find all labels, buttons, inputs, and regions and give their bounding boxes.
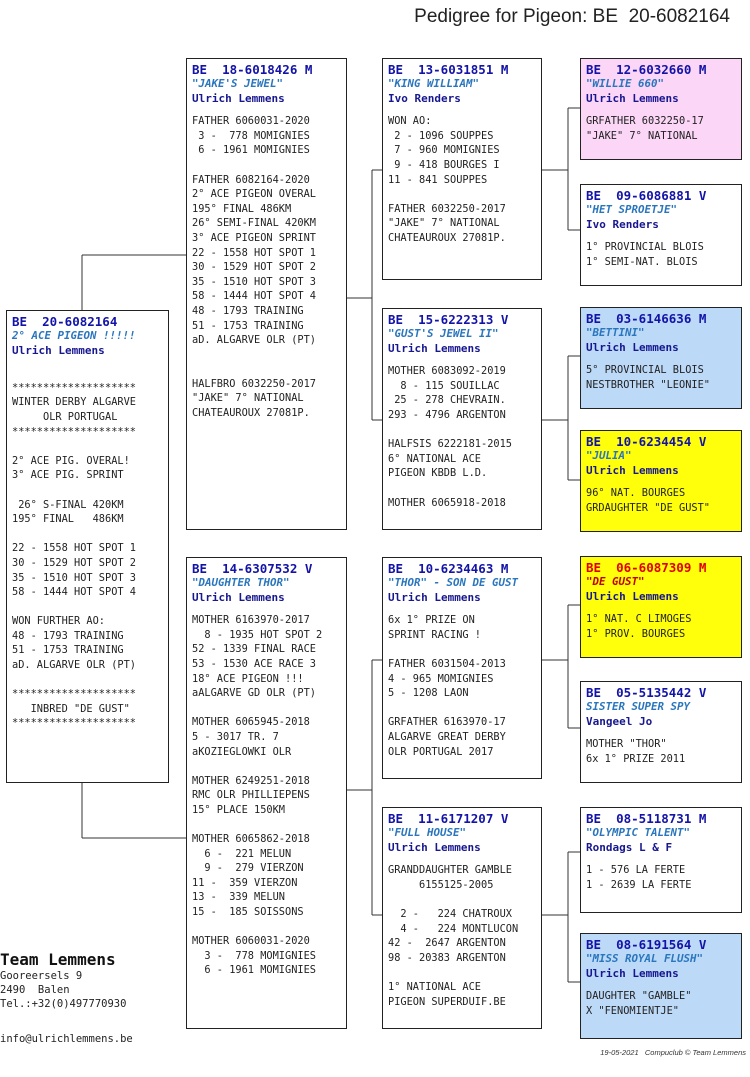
mmf-name: "OLYMPIC TALENT" [586, 826, 691, 839]
maternal-grandmother-name: "FULL HOUSE" [388, 826, 467, 839]
mmf-ring-number: BE 08-5118731 M [586, 811, 707, 826]
maternal-grandfather-card [382, 557, 542, 779]
footer-credit: 19-05-2021 Compuclub © Team Lemmens [600, 1048, 746, 1057]
fmm-name: "JULIA" [586, 449, 632, 462]
page-title: Pedigree for Pigeon: BE 20-6082164 [414, 6, 730, 27]
team-email[interactable]: info@ulrichlemmens.be [0, 1033, 133, 1045]
paternal-grandfather-name: "KING WILLIAM" [388, 77, 480, 90]
mff-name: "DE GUST" [586, 575, 645, 588]
subject-breeder: Ulrich Lemmens [12, 343, 105, 357]
mmf-breeder: Rondags L & F [586, 840, 673, 854]
ggparent-card-mfm [580, 681, 742, 783]
mmm-name: "MISS ROYAL FLUSH" [586, 952, 704, 965]
mff-ring-number: BE 06-6087309 M [586, 560, 707, 575]
mfm-name: SISTER SUPER SPY [586, 700, 691, 713]
father-breeder: Ulrich Lemmens [192, 91, 285, 105]
paternal-grandfather-card [382, 58, 542, 280]
paternal-grandfather-ring-number: BE 13-6031851 M [388, 62, 509, 77]
fmm-ring-number: BE 10-6234454 V [586, 434, 707, 449]
fff-ring-number: BE 12-6032660 M [586, 62, 707, 77]
paternal-grandmother-name: "GUST'S JEWEL II" [388, 327, 499, 340]
subject-notes: ******************** WINTER DERBY ALGARVE OLR PORTUGAL ******************** 2° ACE PIG. OVERAL! 3° ACE PIG. SPRINT 26° S-FINAL 420KM 195° FINAL 486KM 22 - 1558 HOT SPOT 1 30 - 1529 HOT SPOT 2 35 - 1510 HOT SPOT 3 58 - 1444 HOT SPOT 4 WON FURTHER AO: 48 - 1793 TRAINING 51 - 1753 TRAINING aD. ALGARVE OLR (PT) ******************** INBRED "DE GUST" ******************** [12, 381, 136, 730]
team-city: 2490 Balen [0, 984, 70, 996]
mother-notes: MOTHER 6163970-2017 8 - 1935 HOT SPOT 2 52 - 1339 FINAL RACE 53 - 1530 ACE RACE 3 18° ACE PIGEON !!! aALGARVE GD OLR (PT) MOTHER 6065945-2018 5 - 3017 TR. 7 aKOZIEGLOWKI OLR MOTHER 6249251-2018 RMC OLR PHILLIEPENS 15° PLACE 150KM MOTHER 6065862-2018 6 - 221 MELUN 9 - 279 VIERZON 11 - 359 VIERZON 13 - 339 MELUN 15 - 185 SOISSONS MOTHER 6060031-2020 3 - 778 MOMIGNIES 6 - 1961 MOMIGNIES [192, 614, 323, 977]
fmf-notes: 5° PROVINCIAL BLOIS NESTBROTHER "LEONIE" [586, 364, 710, 391]
team-street: Gooreersels 9 [0, 970, 83, 982]
father-card [186, 58, 347, 530]
maternal-grandfather-breeder: Ulrich Lemmens [388, 590, 481, 604]
ggparent-card-fmm [580, 430, 742, 532]
father-name: "JAKE'S JEWEL" [192, 77, 284, 90]
mother-card [186, 557, 347, 1029]
team-contact-block [0, 950, 126, 1011]
maternal-grandmother-card [382, 807, 542, 1029]
maternal-grandfather-notes: 6x 1° PRIZE ON SPRINT RACING ! FATHER 6031504-2013 4 - 965 MOMIGNIES 5 - 1208 LAON GRFATHER 6163970-17 ALGARVE GREAT DERBY OLR PORTUGAL 2017 [388, 614, 506, 758]
paternal-grandmother-ring-number: BE 15-6222313 V [388, 312, 509, 327]
fmm-notes: 96° NAT. BOURGES GRDAUGHTER "DE GUST" [586, 487, 710, 514]
maternal-grandmother-breeder: Ulrich Lemmens [388, 840, 481, 854]
ffm-name: "HET SPROETJE" [586, 203, 678, 216]
mother-name: "DAUGHTER THOR" [192, 576, 290, 589]
ggparent-card-fmf [580, 307, 742, 409]
father-ring-number: BE 18-6018426 M [192, 62, 313, 77]
mmm-ring-number: BE 08-6191564 V [586, 937, 707, 952]
mmm-breeder: Ulrich Lemmens [586, 966, 679, 980]
mfm-ring-number: BE 05-5135442 V [586, 685, 707, 700]
maternal-grandmother-notes: GRANDDAUGHTER GAMBLE 6155125-2005 2 - 224 CHATROUX 4 - 224 MONTLUCON 42 - 2647 ARGENTON 98 - 20383 ARGENTON 1° NATIONAL ACE PIGEON SUPERDUIF.BE [388, 864, 519, 1008]
subject-name: 2° ACE PIGEON !!!!! [12, 329, 136, 342]
mmm-notes: DAUGHTER "GAMBLE" X "FENOMIENTJE" [586, 990, 692, 1017]
fff-notes: GRFATHER 6032250-17 "JAKE" 7° NATIONAL [586, 115, 704, 142]
maternal-grandfather-ring-number: BE 10-6234463 M [388, 561, 509, 576]
team-name: Team Lemmens [0, 950, 116, 969]
team-phone: Tel.:+32(0)497770930 [0, 998, 127, 1010]
ggparent-card-mmf [580, 807, 742, 913]
mfm-notes: MOTHER "THOR" 6x 1° PRIZE 2011 [586, 738, 686, 765]
maternal-grandfather-name: "THOR" - SON DE GUST [388, 576, 519, 589]
paternal-grandmother-breeder: Ulrich Lemmens [388, 341, 481, 355]
ggparent-card-ffm [580, 184, 742, 286]
subject-pigeon-card [6, 310, 169, 783]
maternal-grandmother-ring-number: BE 11-6171207 V [388, 811, 509, 826]
paternal-grandmother-notes: MOTHER 6083092-2019 8 - 115 SOUILLAC 25 - 278 CHEVRAIN. 293 - 4796 ARGENTON HALFSIS 6222181-2015 6° NATIONAL ACE PIGEON KBDB L.D. MOTHER 6065918-2018 [388, 365, 512, 509]
father-notes: FATHER 6060031-2020 3 - 778 MOMIGNIES 6 - 1961 MOMIGNIES FATHER 6082164-2020 2° ACE PIGEON OVERAL 195° FINAL 486KM 26° SEMI-FINAL 420KM 3° ACE PIGEON SPRINT 22 - 1558 HOT SPOT 1 30 - 1529 HOT SPOT 2 35 - 1510 HOT SPOT 3 58 - 1444 HOT SPOT 4 48 - 1793 TRAINING 51 - 1753 TRAINING aD. ALGARVE OLR (PT) HALFBRO 6032250-2017 "JAKE" 7° NATIONAL CHATEAUROUX 27081P. [192, 115, 316, 420]
fff-name: "WILLIE 660" [586, 77, 665, 90]
ffm-ring-number: BE 09-6086881 V [586, 188, 707, 203]
ffm-breeder: Ivo Renders [586, 217, 659, 231]
fmf-breeder: Ulrich Lemmens [586, 340, 679, 354]
ggparent-card-mff [580, 556, 742, 658]
mmf-notes: 1 - 576 LA FERTE 1 - 2639 LA FERTE [586, 864, 692, 891]
fmf-name: "BETTINI" [586, 326, 645, 339]
fmf-ring-number: BE 03-6146636 M [586, 311, 707, 326]
subject-ring-number: BE 20-6082164 [12, 314, 118, 329]
ffm-notes: 1° PROVINCIAL BLOIS 1° SEMI-NAT. BLOIS [586, 241, 704, 268]
ggparent-card-mmm [580, 933, 742, 1039]
mother-breeder: Ulrich Lemmens [192, 590, 285, 604]
mff-breeder: Ulrich Lemmens [586, 589, 679, 603]
mfm-breeder: Vangeel Jo [586, 714, 653, 728]
fmm-breeder: Ulrich Lemmens [586, 463, 679, 477]
ggparent-card-fff [580, 58, 742, 160]
fff-breeder: Ulrich Lemmens [586, 91, 679, 105]
mother-ring-number: BE 14-6307532 V [192, 561, 313, 576]
mff-notes: 1° NAT. C LIMOGES 1° PROV. BOURGES [586, 613, 692, 640]
paternal-grandfather-notes: WON AO: 2 - 1096 SOUPPES 7 - 960 MOMIGNIES 9 - 418 BOURGES I 11 - 841 SOUPPES FATHER 6032250-2017 "JAKE" 7° NATIONAL CHATEAUROUX 27081P. [388, 115, 506, 244]
paternal-grandfather-breeder: Ivo Renders [388, 91, 461, 105]
paternal-grandmother-card [382, 308, 542, 530]
